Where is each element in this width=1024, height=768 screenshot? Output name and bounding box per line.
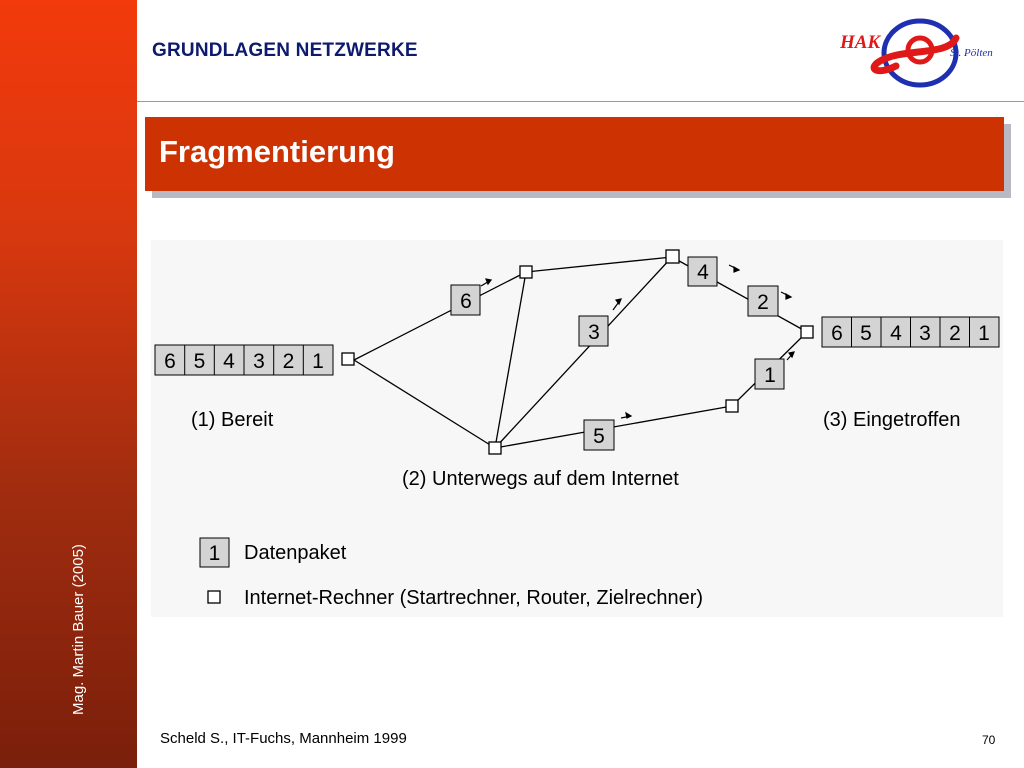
arrived-packet-label: 2 — [949, 322, 961, 345]
transit-packet-label: 1 — [764, 364, 776, 387]
slide-title: Fragmentierung — [159, 134, 395, 169]
transit-packet-label: 3 — [588, 321, 600, 344]
ready-packet-label: 1 — [312, 350, 324, 373]
legend-computer-swatch — [208, 591, 220, 603]
legend-packet-symbol: 1 — [208, 542, 221, 565]
transit-packet-label: 2 — [757, 291, 769, 314]
router-node — [520, 266, 532, 278]
transit-packet-label: 5 — [593, 425, 605, 448]
router-node — [489, 442, 501, 454]
label-transit: (2) Unterwegs auf dem Internet — [402, 468, 679, 490]
transit-packet-label: 6 — [460, 290, 472, 313]
ready-packet-label: 6 — [164, 350, 176, 373]
header-title: GRUNDLAGEN NETZWERKE — [152, 40, 418, 61]
router-node — [726, 400, 738, 412]
label-arrived: (3) Eingetroffen — [823, 409, 961, 431]
ready-packet-label: 4 — [223, 350, 235, 373]
title-bar — [145, 117, 1004, 191]
source-citation: Scheld S., IT-Fuchs, Mannheim 1999 — [160, 730, 407, 747]
destination-computer — [801, 326, 813, 338]
ready-packet-label: 2 — [282, 350, 295, 373]
school-logo — [836, 16, 1004, 90]
arrived-packet-label: 4 — [890, 322, 902, 345]
legend-packet-label: Datenpaket — [244, 542, 347, 564]
arrived-packets — [822, 317, 999, 347]
arrived-packet-label: 1 — [978, 322, 990, 345]
ready-packets — [155, 345, 333, 375]
transit-packet-label: 4 — [697, 261, 709, 284]
header-divider — [137, 101, 1024, 102]
author-credit: Mag. Martin Bauer (2005) — [70, 544, 87, 715]
legend-computer-label: Internet-Rechner (Startrechner, Router, Zielrechner) — [244, 587, 704, 609]
logo-sub-text: St. Pölten — [950, 47, 993, 59]
arrived-packet-label: 3 — [919, 322, 931, 345]
fragmentation-diagram — [151, 240, 1003, 617]
arrived-packet-label: 6 — [831, 322, 843, 345]
logo-main-text: HAK — [840, 32, 881, 53]
arrived-packet-label: 5 — [860, 322, 872, 345]
ready-packet-label: 3 — [253, 350, 265, 373]
sidebar — [0, 0, 137, 768]
router-node — [666, 250, 679, 263]
start-computer — [342, 353, 354, 365]
page-number: 70 — [982, 733, 996, 747]
label-ready: (1) Bereit — [191, 409, 274, 431]
ready-packet-label: 5 — [193, 350, 206, 373]
